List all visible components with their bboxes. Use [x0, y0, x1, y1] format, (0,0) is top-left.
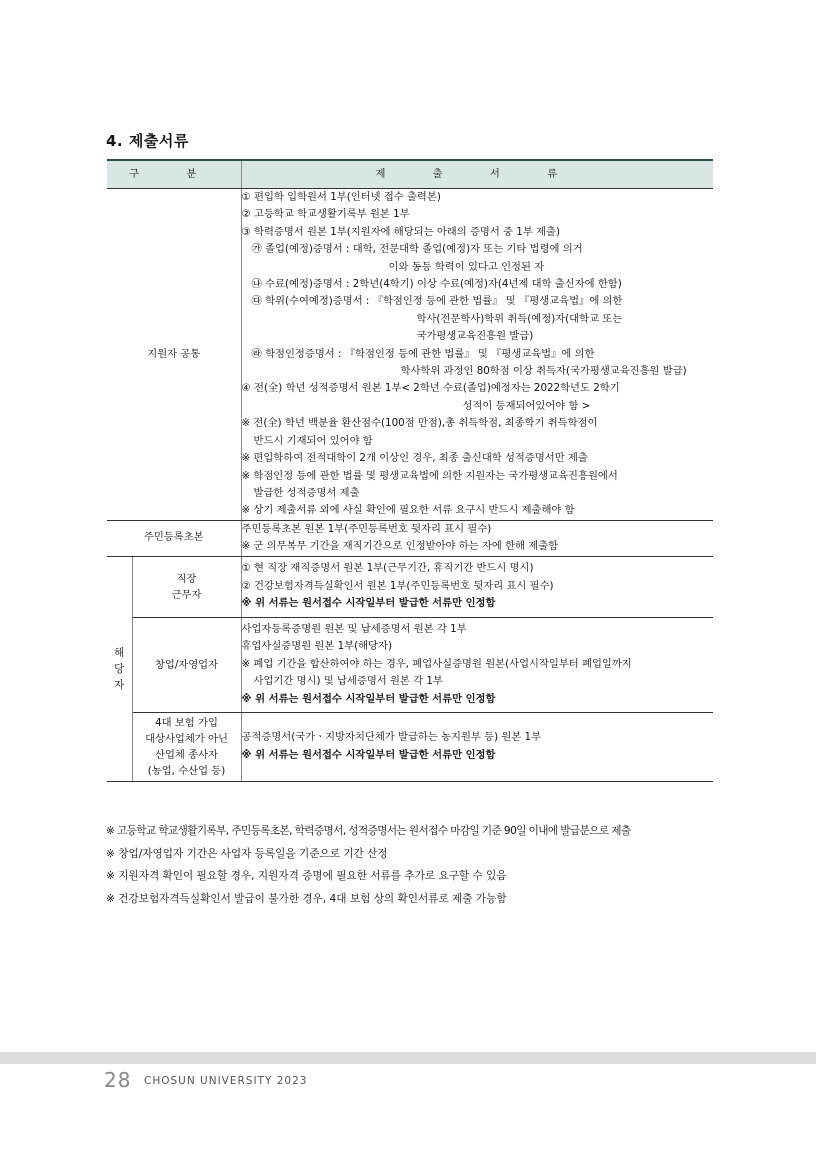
- sub-label-line: 근무자: [171, 588, 202, 601]
- sub-label-line: 4대 보험 가입: [155, 716, 218, 729]
- row-common: [107, 189, 713, 521]
- industrial-documents: [241, 712, 713, 781]
- subcategory-business: 창업/자영업자: [132, 617, 241, 712]
- doc-line: 사업자등록증명원 원본 및 납세증명서 원본 각 1부: [241, 623, 467, 636]
- sub-label-line: 직장: [176, 572, 197, 585]
- doc-line: ※ 군 의무복무 기간을 재직기간으로 인정받아야 하는 자에 한해 제출함: [241, 540, 559, 553]
- business-documents: [241, 617, 713, 712]
- doc-line: ※ 상기 제출서류 외에 사실 확인에 필요한 서류 요구시 반드시 제출해야 함: [241, 504, 575, 517]
- sub-label-line: 대상사업체가 아닌: [145, 732, 228, 745]
- doc-line: ㉮ 졸업(예정)증명서 : 대학, 전문대학 졸업(예정)자 또는 기타 법령에 의거: [251, 243, 583, 256]
- row-resident: [107, 520, 713, 556]
- footer-text: CHOSUN UNIVERSITY 2023: [144, 1075, 308, 1087]
- note-line: ※ 고등학교 학교생활기록부, 주민등록초본, 학력증명서, 성적증명서는 원서접수 마감일 기준 90일 이내에 발급분으로 제출: [106, 825, 631, 837]
- doc-line: 반드시 기재되어 있어야 함: [253, 434, 373, 447]
- sub-label-line: (농업, 수산업 등): [147, 764, 226, 777]
- row-business: [107, 617, 713, 712]
- doc-line: ② 고등학교 학교생활기록부 원본 1부: [241, 208, 410, 221]
- sub-label-line: 산업체 종사자: [155, 748, 218, 761]
- doc-line: ※ 학점인정 등에 관한 법률 및 평생교육법에 의한 지원자는 국가평생교육진흥원에서: [241, 469, 618, 482]
- notes: [106, 820, 718, 910]
- page-number: 28: [104, 1068, 132, 1092]
- group-label-text: 해당자: [114, 646, 125, 691]
- doc-line: 주민등록초본 원본 1부(주민등록번호 뒷자리 표시 필수): [241, 522, 492, 535]
- doc-line: 학사학위 과정인 80학점 이상 취득자(국가평생교육진흥원 발급): [400, 365, 687, 378]
- doc-line: ※ 위 서류는 원서접수 시작일부터 발급한 서류만 인정함: [241, 692, 496, 705]
- note-line: ※ 지원자격 확인이 필요할 경우, 지원자격 증명에 필요한 서류를 추가로 요구할 수 있음: [106, 870, 507, 883]
- doc-line: ④ 전(全) 학년 성적증명서 원본 1부< 2학년 수료(졸업)예정자는 2022학년도 2학기: [241, 382, 620, 395]
- table-header-row: [107, 160, 713, 189]
- category-resident: 주민등록초본: [107, 520, 241, 556]
- doc-line: 이와 동등 학력이 있다고 인정된 자: [388, 260, 545, 273]
- documents-table: [107, 159, 713, 782]
- common-documents: [241, 189, 713, 521]
- doc-line: ※ 폐업 기간을 합산하여야 하는 경우, 폐업사실증명원 원본(사업시작일부터 폐업일까지: [241, 657, 632, 670]
- doc-line: ※ 위 서류는 원서접수 시작일부터 발급한 서류만 인정함: [241, 597, 496, 610]
- doc-line: 휴업사실증명원 원본 1부(해당자): [241, 640, 392, 653]
- doc-line: 공적증명서(국가ㆍ지방자치단체가 발급하는 농지원부 등) 원본 1부: [241, 731, 542, 744]
- category-common: 지원자 공통: [107, 189, 241, 521]
- doc-line: ① 현 직장 재직증명서 원본 1부(근무기간, 휴직기간 반드시 명시): [241, 562, 534, 575]
- section-title: 4. 제출서류: [106, 132, 189, 150]
- note-line: ※ 창업/자영업자 기간은 사업자 등록일을 기준으로 기간 산정: [106, 847, 388, 860]
- subcategory-employee: [132, 556, 241, 617]
- doc-line: ※ 편입학하여 전적대학이 2개 이상인 경우, 최종 출신대학 성적증명서만 제출: [241, 452, 588, 465]
- doc-line: 국가평생교육진흥원 발급): [416, 330, 534, 343]
- doc-line: ㉱ 학점인정증명서 : 『학점인정 등에 관한 법률』 및 『평생교육법』에 의한: [251, 347, 595, 360]
- row-employee: [107, 556, 713, 617]
- header-category: 구 분: [107, 160, 241, 189]
- subcategory-industrial: [132, 712, 241, 781]
- row-industrial: [107, 712, 713, 781]
- doc-line: 발급한 성적증명서 제출: [253, 486, 360, 499]
- doc-line: ㉰ 학위(수여예정)증명서 : 『학점인정 등에 관한 법률』 및 『평생교육법』에 의한: [251, 295, 623, 308]
- doc-line: 학사(전문학사)학위 취득(예정)자(대학교 또는: [416, 312, 623, 325]
- doc-line: ③ 학력증명서 원본 1부(지원자에 해당되는 아래의 증명서 중 1부 제출): [241, 225, 560, 238]
- doc-line: 성적이 등재되어있어야 함 >: [462, 399, 591, 412]
- footer-bar: [0, 1052, 816, 1064]
- category-applicable: [107, 556, 132, 781]
- doc-line: 사업기간 명시) 및 납세증명서 원본 각 1부: [253, 675, 443, 688]
- doc-line: ㉯ 수료(예정)증명서 : 2학년(4학기) 이상 수료(예정)자(4년제 대학 출신자에 한함): [251, 278, 622, 291]
- doc-line: ※ 전(全) 학년 백분율 환산점수(100점 만점),총 취득학점, 최종학기 취득학점이: [241, 417, 598, 430]
- employee-documents: [241, 556, 713, 617]
- note-line: ※ 건강보험자격득실확인서 발급이 불가한 경우, 4대 보험 상의 확인서류로 제출 가능함: [106, 892, 507, 905]
- resident-documents: [241, 520, 713, 556]
- header-documents: 제 출 서 류: [241, 160, 713, 189]
- doc-line: ② 건강보험자격득실확인서 원본 1부(주민등록번호 뒷자리 표시 필수): [241, 579, 554, 592]
- doc-line: ※ 위 서류는 원서접수 시작일부터 발급한 서류만 인정함: [241, 748, 496, 761]
- doc-line: ① 편입학 입학원서 1부(인터넷 접수 출력본): [241, 191, 441, 203]
